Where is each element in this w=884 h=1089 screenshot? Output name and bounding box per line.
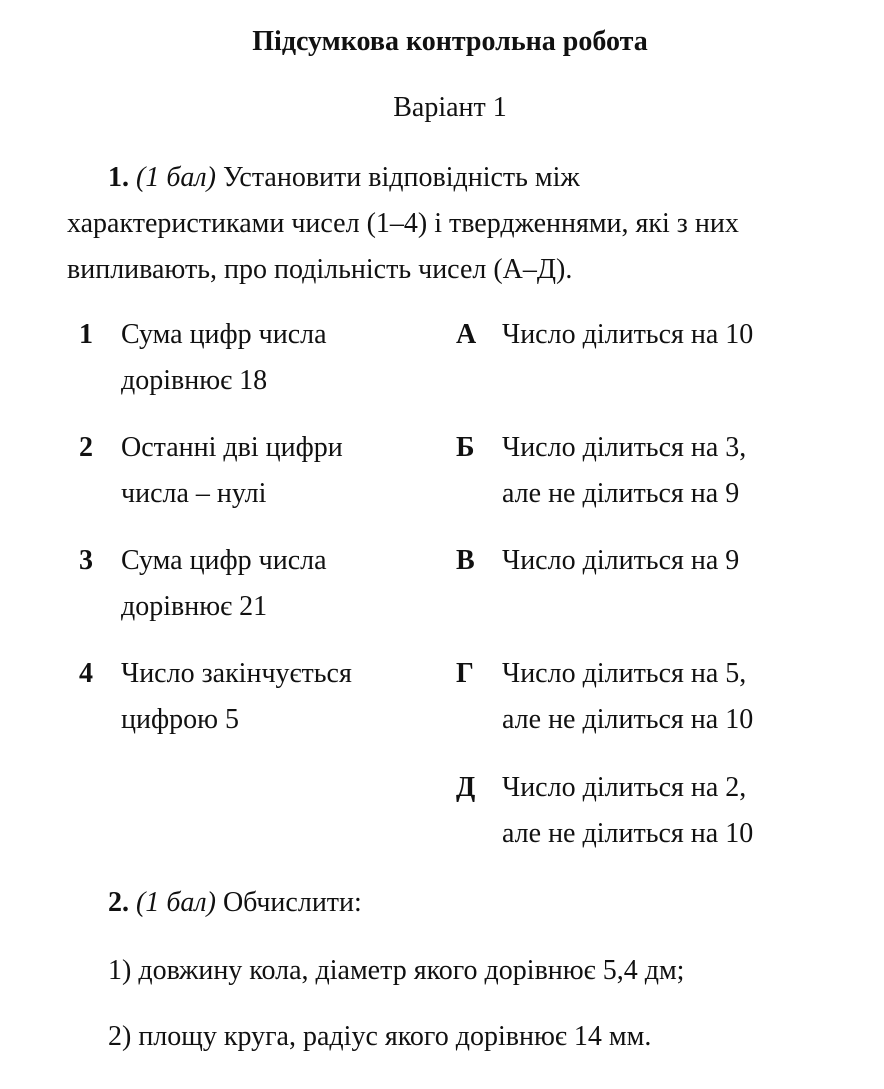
left-item-line2: цифрою 5 — [121, 704, 240, 735]
task-1-number: 1. — [108, 162, 129, 193]
left-item-text — [121, 538, 421, 630]
right-item-text — [502, 425, 862, 517]
left-item-line1: Число закінчується — [121, 658, 352, 689]
task-1-text-line2: характеристиками чисел (1–4) і твердженнями, які з них — [67, 208, 739, 239]
task-2-number: 2. — [108, 887, 129, 918]
left-item-text — [121, 312, 421, 404]
task-1-text-line1: Установити відповідність між — [222, 162, 580, 193]
left-item-line1: Сума цифр числа — [121, 319, 327, 350]
task-2-text: Обчислити: — [222, 887, 362, 918]
left-item-number: 4 — [79, 658, 93, 689]
right-item-text — [502, 538, 862, 584]
right-item-line2: але не ділиться на 9 — [502, 478, 740, 509]
match-row-3 — [0, 538, 884, 630]
left-item-number: 2 — [79, 432, 93, 463]
task-1-text-line3: випливають, про подільність чисел (А–Д). — [67, 254, 573, 285]
right-item-letter: Г — [456, 658, 474, 689]
variant-label: Варіант 1 — [393, 92, 507, 123]
left-item-line2: дорівнює 18 — [121, 365, 268, 396]
match-row-5 — [0, 765, 884, 857]
right-item-letter: А — [456, 319, 477, 350]
task-1-points: (1 бал) — [136, 162, 216, 193]
right-item-line1: Число ділиться на 3, — [502, 432, 747, 463]
page-title: Підсумкова контрольна робота — [252, 26, 648, 57]
right-item-text — [502, 651, 862, 743]
right-item-line1: Число ділиться на 2, — [502, 772, 747, 803]
left-item-line2: числа – нулі — [121, 478, 267, 509]
left-item-number: 1 — [79, 319, 93, 350]
right-item-line1: Число ділиться на 9 — [502, 545, 740, 576]
right-item-letter: Б — [456, 432, 475, 463]
task-2-statement — [108, 883, 362, 923]
task-2-item-1: 1) довжину кола, діаметр якого дорівнює 5,4 дм; — [108, 955, 685, 986]
left-item-number: 3 — [79, 545, 93, 576]
match-row-4 — [0, 651, 884, 743]
left-item-line1: Сума цифр числа — [121, 545, 327, 576]
left-item-text — [121, 651, 421, 743]
task-2-points: (1 бал) — [136, 887, 216, 918]
right-item-line1: Число ділиться на 5, — [502, 658, 747, 689]
right-item-text — [502, 312, 862, 358]
left-item-line1: Останні дві цифри — [121, 432, 343, 463]
right-item-text — [502, 765, 862, 857]
left-item-text — [121, 425, 421, 517]
right-item-line2: але не ділиться на 10 — [502, 818, 754, 849]
left-item-line2: дорівнює 21 — [121, 591, 268, 622]
match-row-2 — [0, 425, 884, 517]
task-2-item-2: 2) площу круга, радіус якого дорівнює 14 мм. — [108, 1021, 652, 1052]
right-item-line1: Число ділиться на 10 — [502, 319, 754, 350]
right-item-line2: але не ділиться на 10 — [502, 704, 754, 735]
right-item-letter: В — [456, 545, 475, 576]
match-row-1 — [0, 312, 884, 404]
task-1-statement — [67, 155, 847, 293]
right-item-letter: Д — [456, 772, 476, 803]
